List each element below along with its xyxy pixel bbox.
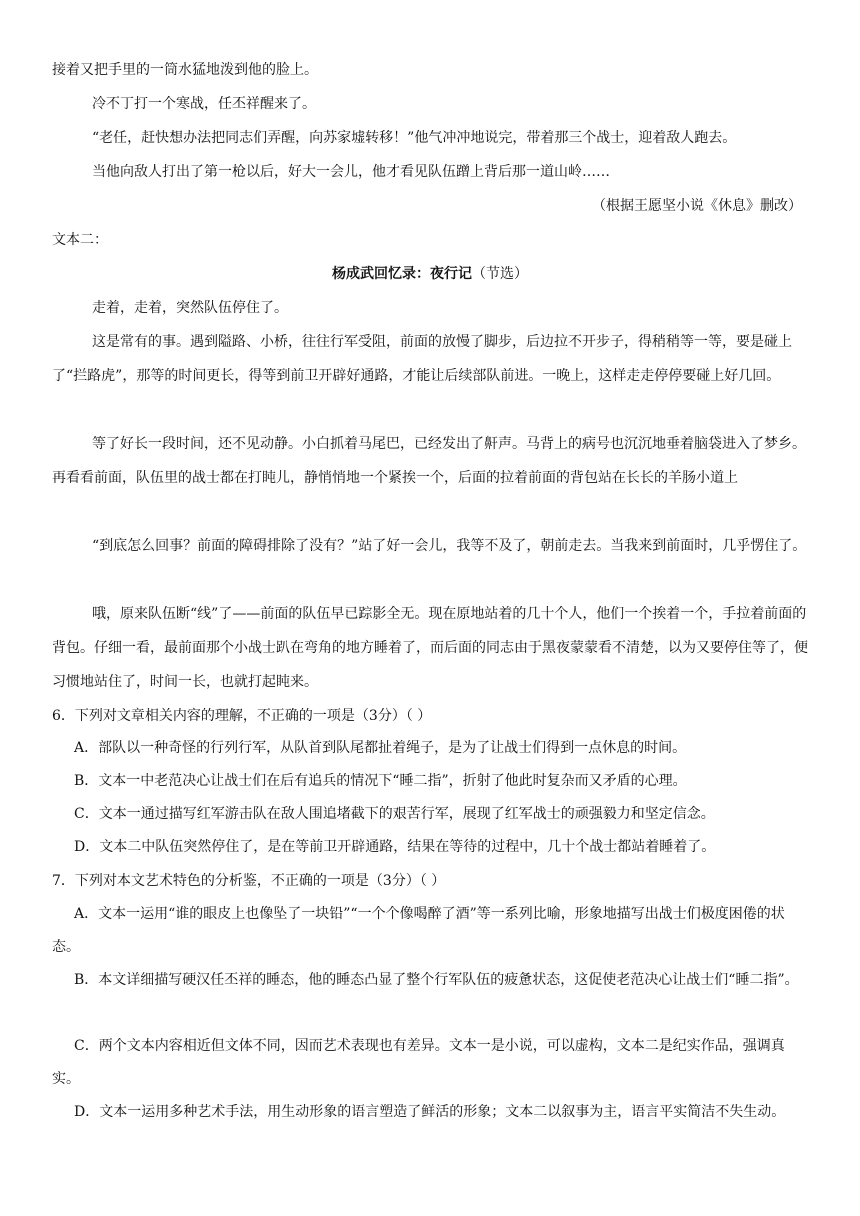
question-option: B．本文详细描写硬汉任丕祥的睡态，他的睡态凸显了整个行军队伍的疲惫状态，这促使老范决心让战士们“睡二指”。 (74, 972, 799, 988)
text1-line: 冷不丁打一个寒战，任丕祥醒来了。 (92, 96, 316, 112)
question-stem: 7．下列对本文艺术特色的分析鉴，不正确的一项是（3分）（ ） (52, 873, 446, 889)
text2-paragraph: 哦，原来队伍断“线”了——前面的队伍早已踪影全无。现在原地站着的几十个人，他们一个挨着一个，手拉着前面的背包。仔细一看，最前面那个小战士趴在弯角的地方睡着了，而后面的同志由于黑夜蒙蒙看不清楚，以为又要停住等了，便习惯地站住了，时间一长，也就打起盹来。 (52, 606, 808, 690)
question-option: C．两个文本内容相近但文体不同，因而艺术表现也有差异。文本一是小说，可以虚构，文本二是纪实作品，强调真实。 (52, 1038, 785, 1087)
text2-title-line (52, 257, 808, 291)
question-option: A．文本一运用“谁的眼皮上也像坠了一块铅”“一个个像喝醉了酒”等一系列比喻，形象地描写出战士们极度困倦的状态。 (52, 906, 785, 955)
text1-source: （根据王愿坚小说《休息》删改） (592, 198, 802, 214)
text2-paragraph: 等了好长一段时间，还不见动静。小白抓着马尾巴，已经发出了鼾声。马背上的病号也沉沉地垂着脑袋进入了梦乡。再看看前面，队伍里的战士都在打盹儿，静悄悄地一个紧挨一个，后面的拉着前面的背包站在长长的羊肠小道上 (52, 436, 806, 486)
text1-line: “老任，赶快想办法把同志们弄醒，向苏家墟转移！”他气冲冲地说完，带着那三个战士，迎着敌人跑去。 (92, 130, 737, 146)
text2-paragraph: 走着，走着，突然队伍停住了。 (92, 300, 288, 316)
question-stem: 6．下列对文章相关内容的理解，不正确的一项是（3分）（ ） (52, 708, 432, 724)
question-option: A．部队以一种奇怪的行列行军，从队首到队尾都扯着绳子，是为了让战士们得到一点休息的时间。 (74, 740, 687, 756)
text1-line: 当他向敌人打出了第一枪以后，好大一会儿，他才看见队伍蹭上背后那一道山岭…… (92, 164, 610, 180)
text1-line: 接着又把手里的一筒水猛地泼到他的脸上。 (52, 62, 318, 78)
text2-paragraph: “到底怎么回事？前面的障碍排除了没有？”站了好一会儿，我等不及了，朝前走去。当我来到前面时，几乎愣住了。 (92, 538, 807, 554)
question-option: D．文本二中队伍突然停住了，是在等前卫开辟通路，结果在等待的过程中，几十个战士都站着睡着了。 (74, 839, 716, 855)
question-option: C．文本一通过描写红军游击队在敌人围追堵截下的艰苦行军，展现了红军战士的顽强毅力和坚定信念。 (74, 806, 715, 822)
text2-paragraph: 这是常有的事。遇到隘路、小桥，往往行军受阻，前面的放慢了脚步，后边拉不开步子，得稍稍等一等，要是碰上了“拦路虎”，那等的时间更长，得等到前卫开辟好通路，才能让后续部队前进。一晚上，这样走走停停要碰上好几回。 (52, 334, 792, 384)
question-option: D．文本一运用多种艺术手法，用生动形象的语言塑造了鲜活的形象；文本二以叙事为主，语言平实简洁不失生动。 (74, 1104, 786, 1120)
question-option: B．文本一中老范决心让战士们在后有追兵的情况下“睡二指”，折射了他此时复杂而又矛盾的心理。 (74, 773, 687, 789)
text2-heading: 文本二： (52, 232, 108, 248)
text2-title: 杨成武回忆录：夜行记 (332, 266, 472, 282)
text2-title-suffix: （节选） (472, 266, 528, 282)
